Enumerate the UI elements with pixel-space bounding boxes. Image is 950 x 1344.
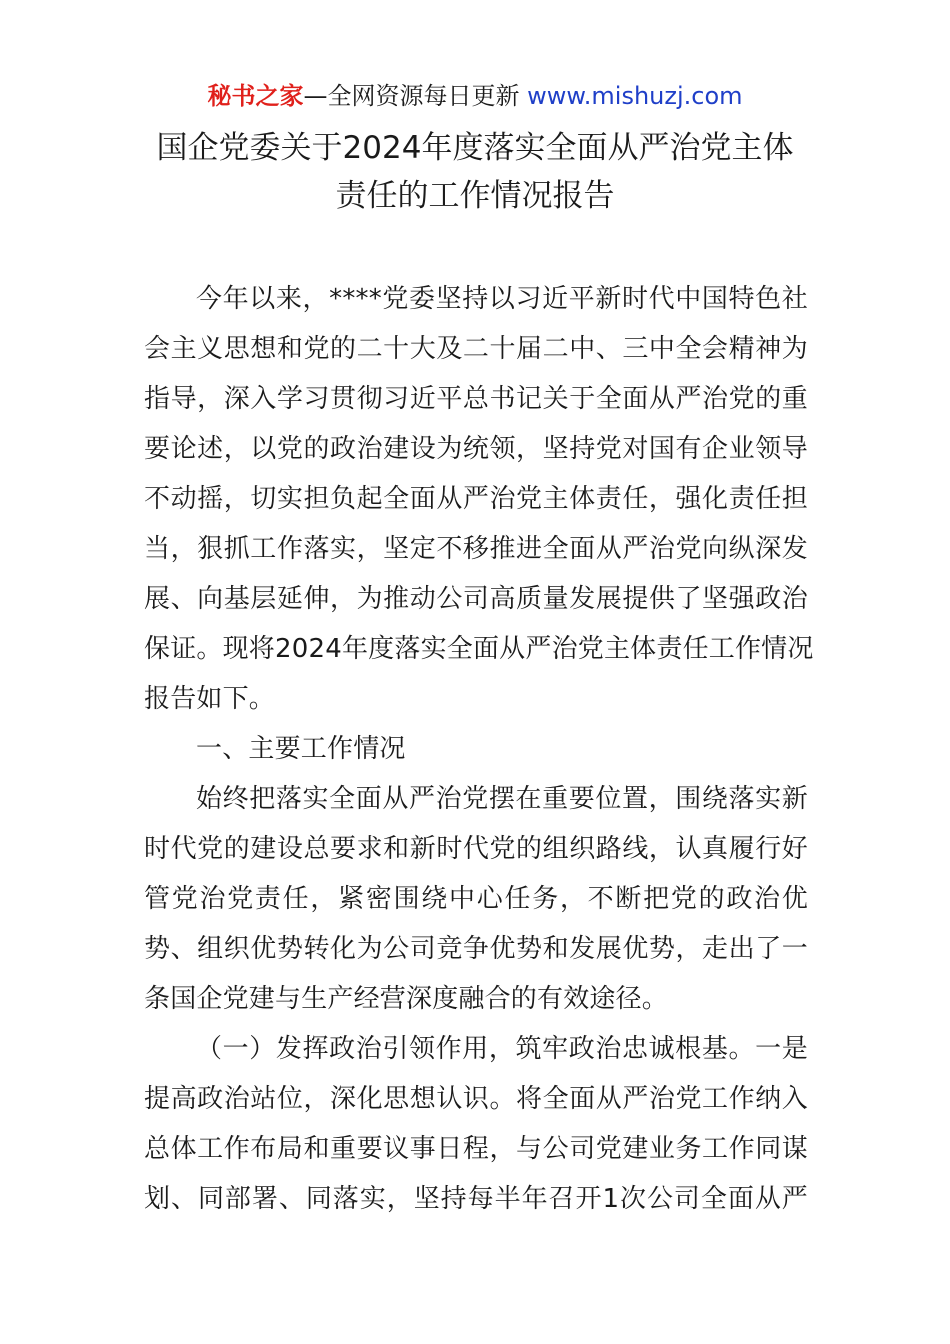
document-title-line-1: 国企党委关于2024年度落实全面从严治党主体 xyxy=(156,130,794,166)
body-line: 提高政治站位，深化思想认识。将全面从严治党工作纳入 xyxy=(144,1084,808,1114)
body-line: 不动摇，切实担负起全面从严治党主体责任，强化责任担 xyxy=(144,484,808,514)
brand-name: 秘书之家 xyxy=(207,82,304,110)
body-line: 会主义思想和党的二十大及二十届二中、三中全会精神为 xyxy=(144,334,808,364)
body-line: 势、组织优势转化为公司竞争优势和发展优势，走出了一 xyxy=(144,934,808,964)
body-line: 今年以来，****党委坚持以习近平新时代中国特色社 xyxy=(196,284,808,314)
site-header xyxy=(0,80,950,112)
body-line: 报告如下。 xyxy=(144,684,276,714)
body-line: 当，狠抓工作落实，坚定不移推进全面从严治党向纵深发 xyxy=(144,534,808,564)
document-title-line-2: 责任的工作情况报告 xyxy=(335,178,615,214)
body-line: 时代党的建设总要求和新时代党的组织路线，认真履行好 xyxy=(144,834,808,864)
body-line: 总体工作布局和重要议事日程，与公司党建业务工作同谋 xyxy=(144,1134,808,1164)
body-line: 条国企党建与生产经营深度融合的有效途径。 xyxy=(144,984,669,1014)
section-heading: 一、主要工作情况 xyxy=(196,734,406,764)
body-line: 指导，深入学习贯彻习近平总书记关于全面从严治党的重 xyxy=(144,384,808,414)
body-line: 始终把落实全面从严治党摆在重要位置，围绕落实新 xyxy=(196,784,808,814)
body-line: 划、同部署、同落实，坚持每半年召开1次公司全面从严 xyxy=(144,1184,808,1214)
body-line: 保证。现将2024年度落实全面从严治党主体责任工作情况 xyxy=(144,634,814,664)
header-tagline: —全网资源每日更新 xyxy=(303,82,520,110)
body-line: 展、向基层延伸，为推动公司高质量发展提供了坚强政治 xyxy=(144,584,808,614)
body-line: 管党治党责任，紧密围绕中心任务，不断把党的政治优 xyxy=(144,884,808,914)
body-line: （一）发挥政治引领作用，筑牢政治忠诚根基。一是 xyxy=(196,1034,808,1064)
site-url-link[interactable]: www.mishuzj.com xyxy=(527,82,743,110)
body-line: 要论述，以党的政治建设为统领，坚持党对国有企业领导 xyxy=(144,434,808,464)
